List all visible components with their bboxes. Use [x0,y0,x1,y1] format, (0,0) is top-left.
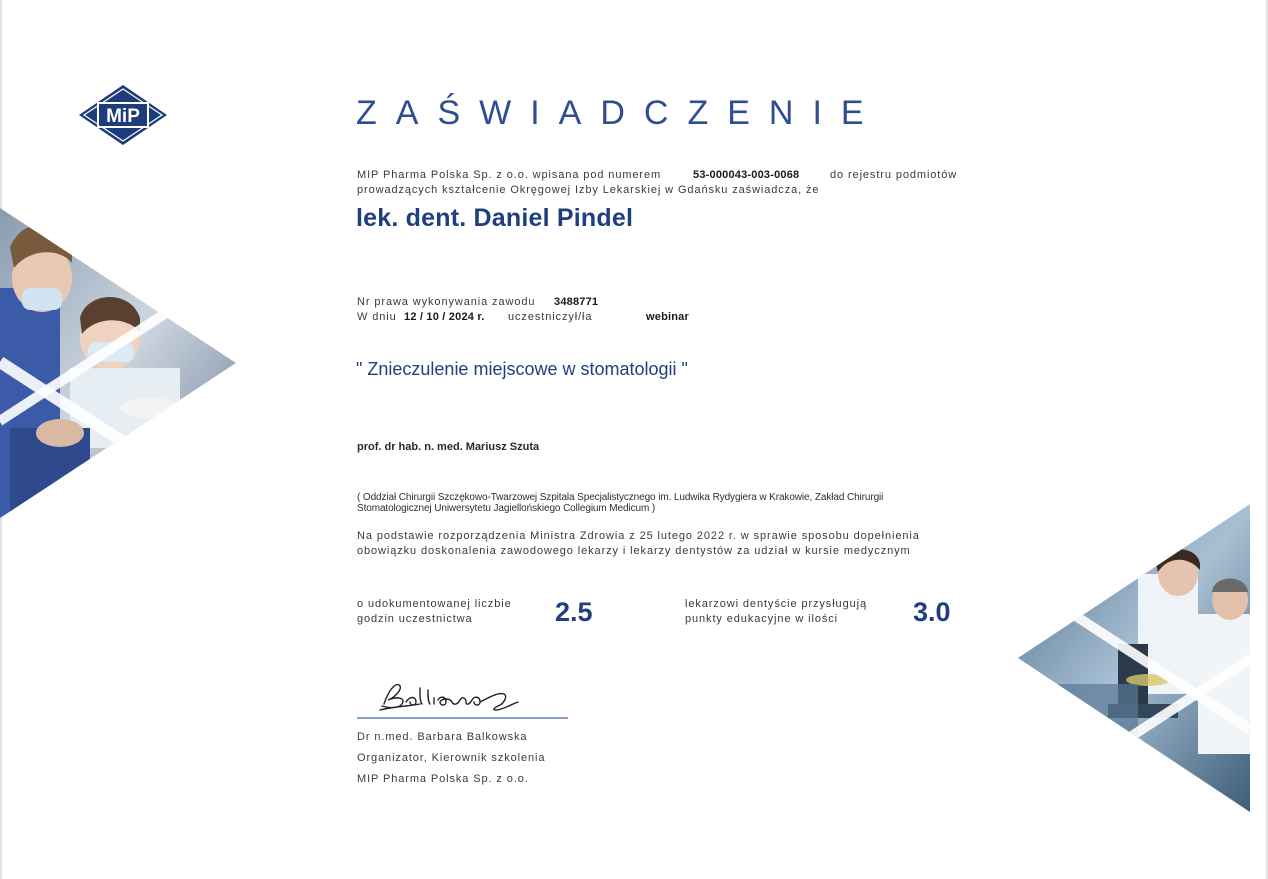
signatory-role: Organizator, Kierownik szkolenia [357,752,546,764]
regulation-line2: obowiązku doskonalenia zawodowego lekarzy i lekarzy dentystów za udział w kursie medycznym [357,545,911,557]
points-line2: punkty edukacyjne w ilości [685,613,839,625]
intro-line1-part2: do rejestru podmiotów [830,169,958,181]
certificate-title: ZAŚWIADCZENIE [356,94,883,132]
course-title: " Znieczulenie miejscowe w stomatologii " [356,359,688,379]
register-number: 53-000043-003-0068 [693,169,800,181]
signatory-name: Dr n.med. Barbara Balkowska [357,731,528,743]
intro-line1-part1: MIP Pharma Polska Sp. z o.o. wpisana pod numerem [357,169,662,181]
dental-photo-triangle [0,208,236,518]
points-line1: lekarzowi dentyście przysługują [685,598,867,610]
mip-logo-icon [77,84,169,146]
license-label: Nr prawa wykonywania zawodu [357,296,536,308]
hours-line1: o udokumentowanej liczbie [357,598,512,610]
affiliation-line2: Stomatologicznej Uniwersytetu Jagiellońskiego Collegium Medicum ) [357,503,656,514]
recipient-name: lek. dent. Daniel Pindel [356,204,634,232]
attendance-date: 12 / 10 / 2024 r. [404,311,485,323]
hours-line2: godzin uczestnictwa [357,613,473,625]
signatory-company: MIP Pharma Polska Sp. z o.o. [357,773,529,785]
points-value: 3.0 [913,597,951,627]
affiliation-line1: ( Oddział Chirurgii Szczękowo-Twarzowej Szpitala Specjalistycznego im. Ludwika Rydygiera w Krakowie, Zakład Chirurgii [357,492,884,503]
lecturer-name: prof. dr hab. n. med. Mariusz Szuta [357,441,540,453]
intro-line2: prowadzących kształcenie Okręgowej Izby Lekarskiej w Gdańsku zaświadcza, że [357,184,820,196]
laboratory-photo-triangle [1018,504,1250,812]
license-number: 3488771 [554,296,599,308]
hours-value: 2.5 [555,597,593,627]
logo-text: MiP [106,106,140,127]
handwritten-signature [376,676,526,716]
participated-label: uczestniczył/ła [508,311,593,323]
attendance-form: webinar [646,311,689,323]
regulation-line1: Na podstawie rozporządzenia Ministra Zdrowia z 25 lutego 2022 r. w sprawie sposobu dopełnienia [357,530,920,542]
signature-line [357,717,568,719]
date-label: W dniu [357,311,397,323]
